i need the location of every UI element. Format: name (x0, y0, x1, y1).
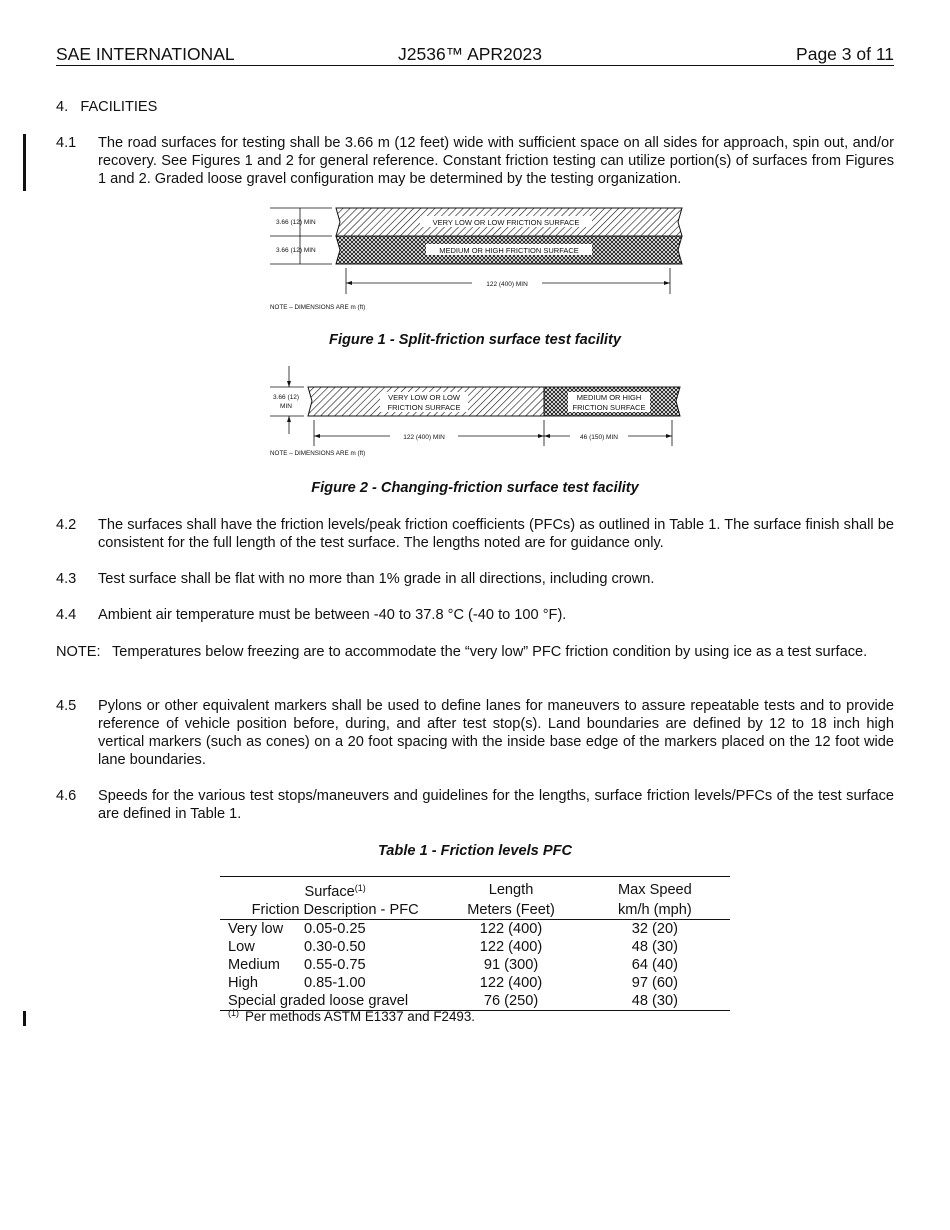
header-page-number: Page 3 of 11 (796, 44, 894, 64)
paragraph-4-4 (56, 606, 894, 624)
table-row (220, 920, 730, 939)
speed-cell: 32 (20) (631, 921, 679, 937)
section-title: FACILITIES (80, 99, 158, 115)
figure-2-caption: Figure 2 - Changing-friction surface test facility (311, 480, 639, 496)
figure-2-note: NOTE – DIMENSIONS ARE m (ft) (270, 450, 366, 457)
figure-1-dim-top: 3.66 (12) MIN (276, 219, 316, 226)
speed-cell: 48 (30) (631, 939, 679, 955)
pfc-range: 0.85-1.00 (304, 975, 366, 991)
page-header (56, 43, 894, 66)
friction-level: Low (228, 939, 255, 955)
figure-2-length-left: 122 (400) MIN (403, 434, 445, 441)
header-length-sub: Meters (Feet) (442, 901, 580, 920)
length-cell: 76 (250) (442, 992, 580, 1011)
paragraph-text: Pylons or other equivalent markers shall be used to define lanes for maneuvers to assure repeatable tests and to provide reference of vehicle position before, during, and after test stop(s). Land boundaries are defined by 12 to 18 inch high vertical markers (such as cones) on a 20 foot spacing with the inside base edge of the markers placed on the 12 foot wide lane boundaries. (98, 698, 894, 768)
speed-cell: 48 (30) (580, 992, 730, 1011)
table-1-title: Table 1 - Friction levels PFC (377, 843, 573, 859)
figure-2-dim-b: MIN (280, 403, 292, 410)
header-doc-id: J2536™ APR2023 (398, 44, 542, 64)
paragraph-4-6 (56, 787, 894, 823)
paragraph-text: Test surface shall be flat with no more than 1% grade in all directions, including crown. (98, 571, 655, 587)
friction-level: High (228, 975, 259, 991)
paragraph-number: 4.5 (56, 698, 77, 714)
section-heading (56, 98, 157, 116)
figure-2-surface-right-2: FRICTION SURFACE (572, 403, 646, 412)
header-speed: Max Speed (580, 877, 730, 902)
length-cell: 122 (400) (479, 921, 543, 937)
speed-cell: 97 (60) (631, 975, 679, 991)
figure-1-dim-bottom: 3.66 (12) MIN (276, 247, 316, 254)
paragraph-text: Ambient air temperature must be between -40 to 37.8 °C (-40 to 100 °F). (98, 607, 567, 623)
paragraph-4-3 (56, 570, 894, 588)
paragraph-number: 4.3 (56, 571, 77, 587)
figure-2-diagram (266, 364, 686, 460)
figure-2-surface-left-1: VERY LOW OR LOW (388, 393, 460, 402)
footnote-text: Per methods ASTM E1337 and F2493. (245, 1009, 476, 1024)
friction-table (220, 876, 730, 1011)
paragraph-4-5 (56, 697, 894, 769)
note-label: NOTE: (56, 644, 101, 660)
paragraph-text: The surfaces shall have the friction levels/peak friction coefficients (PFCs) as outlined in Table 1. The surface finish shall be consistent for the full length of the test surface. The lengths noted are for guidance only. (98, 517, 894, 551)
table-header-row (220, 877, 730, 902)
footnote-marker: (1) (228, 1008, 239, 1018)
pfc-range: 0.30-0.50 (304, 939, 366, 955)
figure-1-surface-bottom: MEDIUM OR HIGH FRICTION SURFACE (439, 246, 579, 255)
note-paragraph (56, 643, 894, 661)
friction-level: Very low (228, 921, 284, 937)
figure-1-caption: Figure 1 - Split-friction surface test facility (329, 332, 621, 348)
figure-2-surface-left-2: FRICTION SURFACE (387, 403, 461, 412)
section-number: 4. (56, 99, 69, 115)
friction-level: Medium (228, 957, 280, 973)
paragraph-4-1 (56, 134, 894, 188)
special-gravel-label: Special graded loose gravel (220, 992, 442, 1011)
change-bar (23, 134, 26, 191)
table-row (220, 974, 730, 992)
length-cell: 122 (400) (479, 939, 543, 955)
header-length: Length (442, 877, 580, 902)
change-bar (23, 1011, 26, 1026)
table-footnote (228, 1004, 475, 1026)
figure-1-note: NOTE – DIMENSIONS ARE m (ft) (270, 304, 366, 311)
pfc-range: 0.05-0.25 (304, 921, 366, 937)
table-row (220, 938, 730, 956)
figure-1-surface-top: VERY LOW OR LOW FRICTION SURFACE (432, 218, 580, 227)
figure-2-surface-right-1: MEDIUM OR HIGH (576, 393, 642, 402)
figure-2-length-right: 46 (150) MIN (580, 434, 618, 441)
header-surface-sub: Friction Description - PFC (220, 901, 442, 920)
figure-2-dim-a: 3.66 (12) (272, 394, 300, 401)
paragraph-4-2 (56, 516, 894, 552)
figure-1-diagram (266, 200, 686, 316)
note-text: Temperatures below freezing are to accommodate the “very low” PFC friction condition by using ice as a test surface. (112, 644, 868, 660)
length-cell: 91 (300) (483, 957, 539, 973)
table-header-subrow (220, 901, 730, 920)
paragraph-text: The road surfaces for testing shall be 3.66 m (12 feet) wide with sufficient space on all sides for approach, spin out, and/or recovery. See Figures 1 and 2 for general reference. Constant friction testing can utilize portion(s) of surfaces from Figures 1 and 2. Graded loose gravel configuration may be determined by the testing organization. (98, 135, 894, 187)
table-row (220, 956, 730, 974)
header-speed-sub: km/h (mph) (580, 901, 730, 920)
header-org: SAE INTERNATIONAL (56, 44, 235, 64)
pfc-range: 0.55-0.75 (304, 957, 366, 973)
figure-1-length: 122 (400) MIN (486, 281, 528, 288)
header-surface (220, 877, 442, 902)
paragraph-number: 4.1 (56, 135, 77, 151)
paragraph-number: 4.6 (56, 788, 77, 804)
header-surface-label: Surface (304, 884, 355, 900)
paragraph-number: 4.4 (56, 607, 77, 623)
speed-cell: 64 (40) (631, 957, 679, 973)
footnote-ref: (1) (354, 883, 366, 893)
length-cell: 122 (400) (479, 975, 543, 991)
paragraph-text: Speeds for the various test stops/maneuvers and guidelines for the lengths, surface friction levels/PFCs of the test surface are defined in Table 1. (98, 788, 894, 822)
paragraph-number: 4.2 (56, 517, 77, 533)
